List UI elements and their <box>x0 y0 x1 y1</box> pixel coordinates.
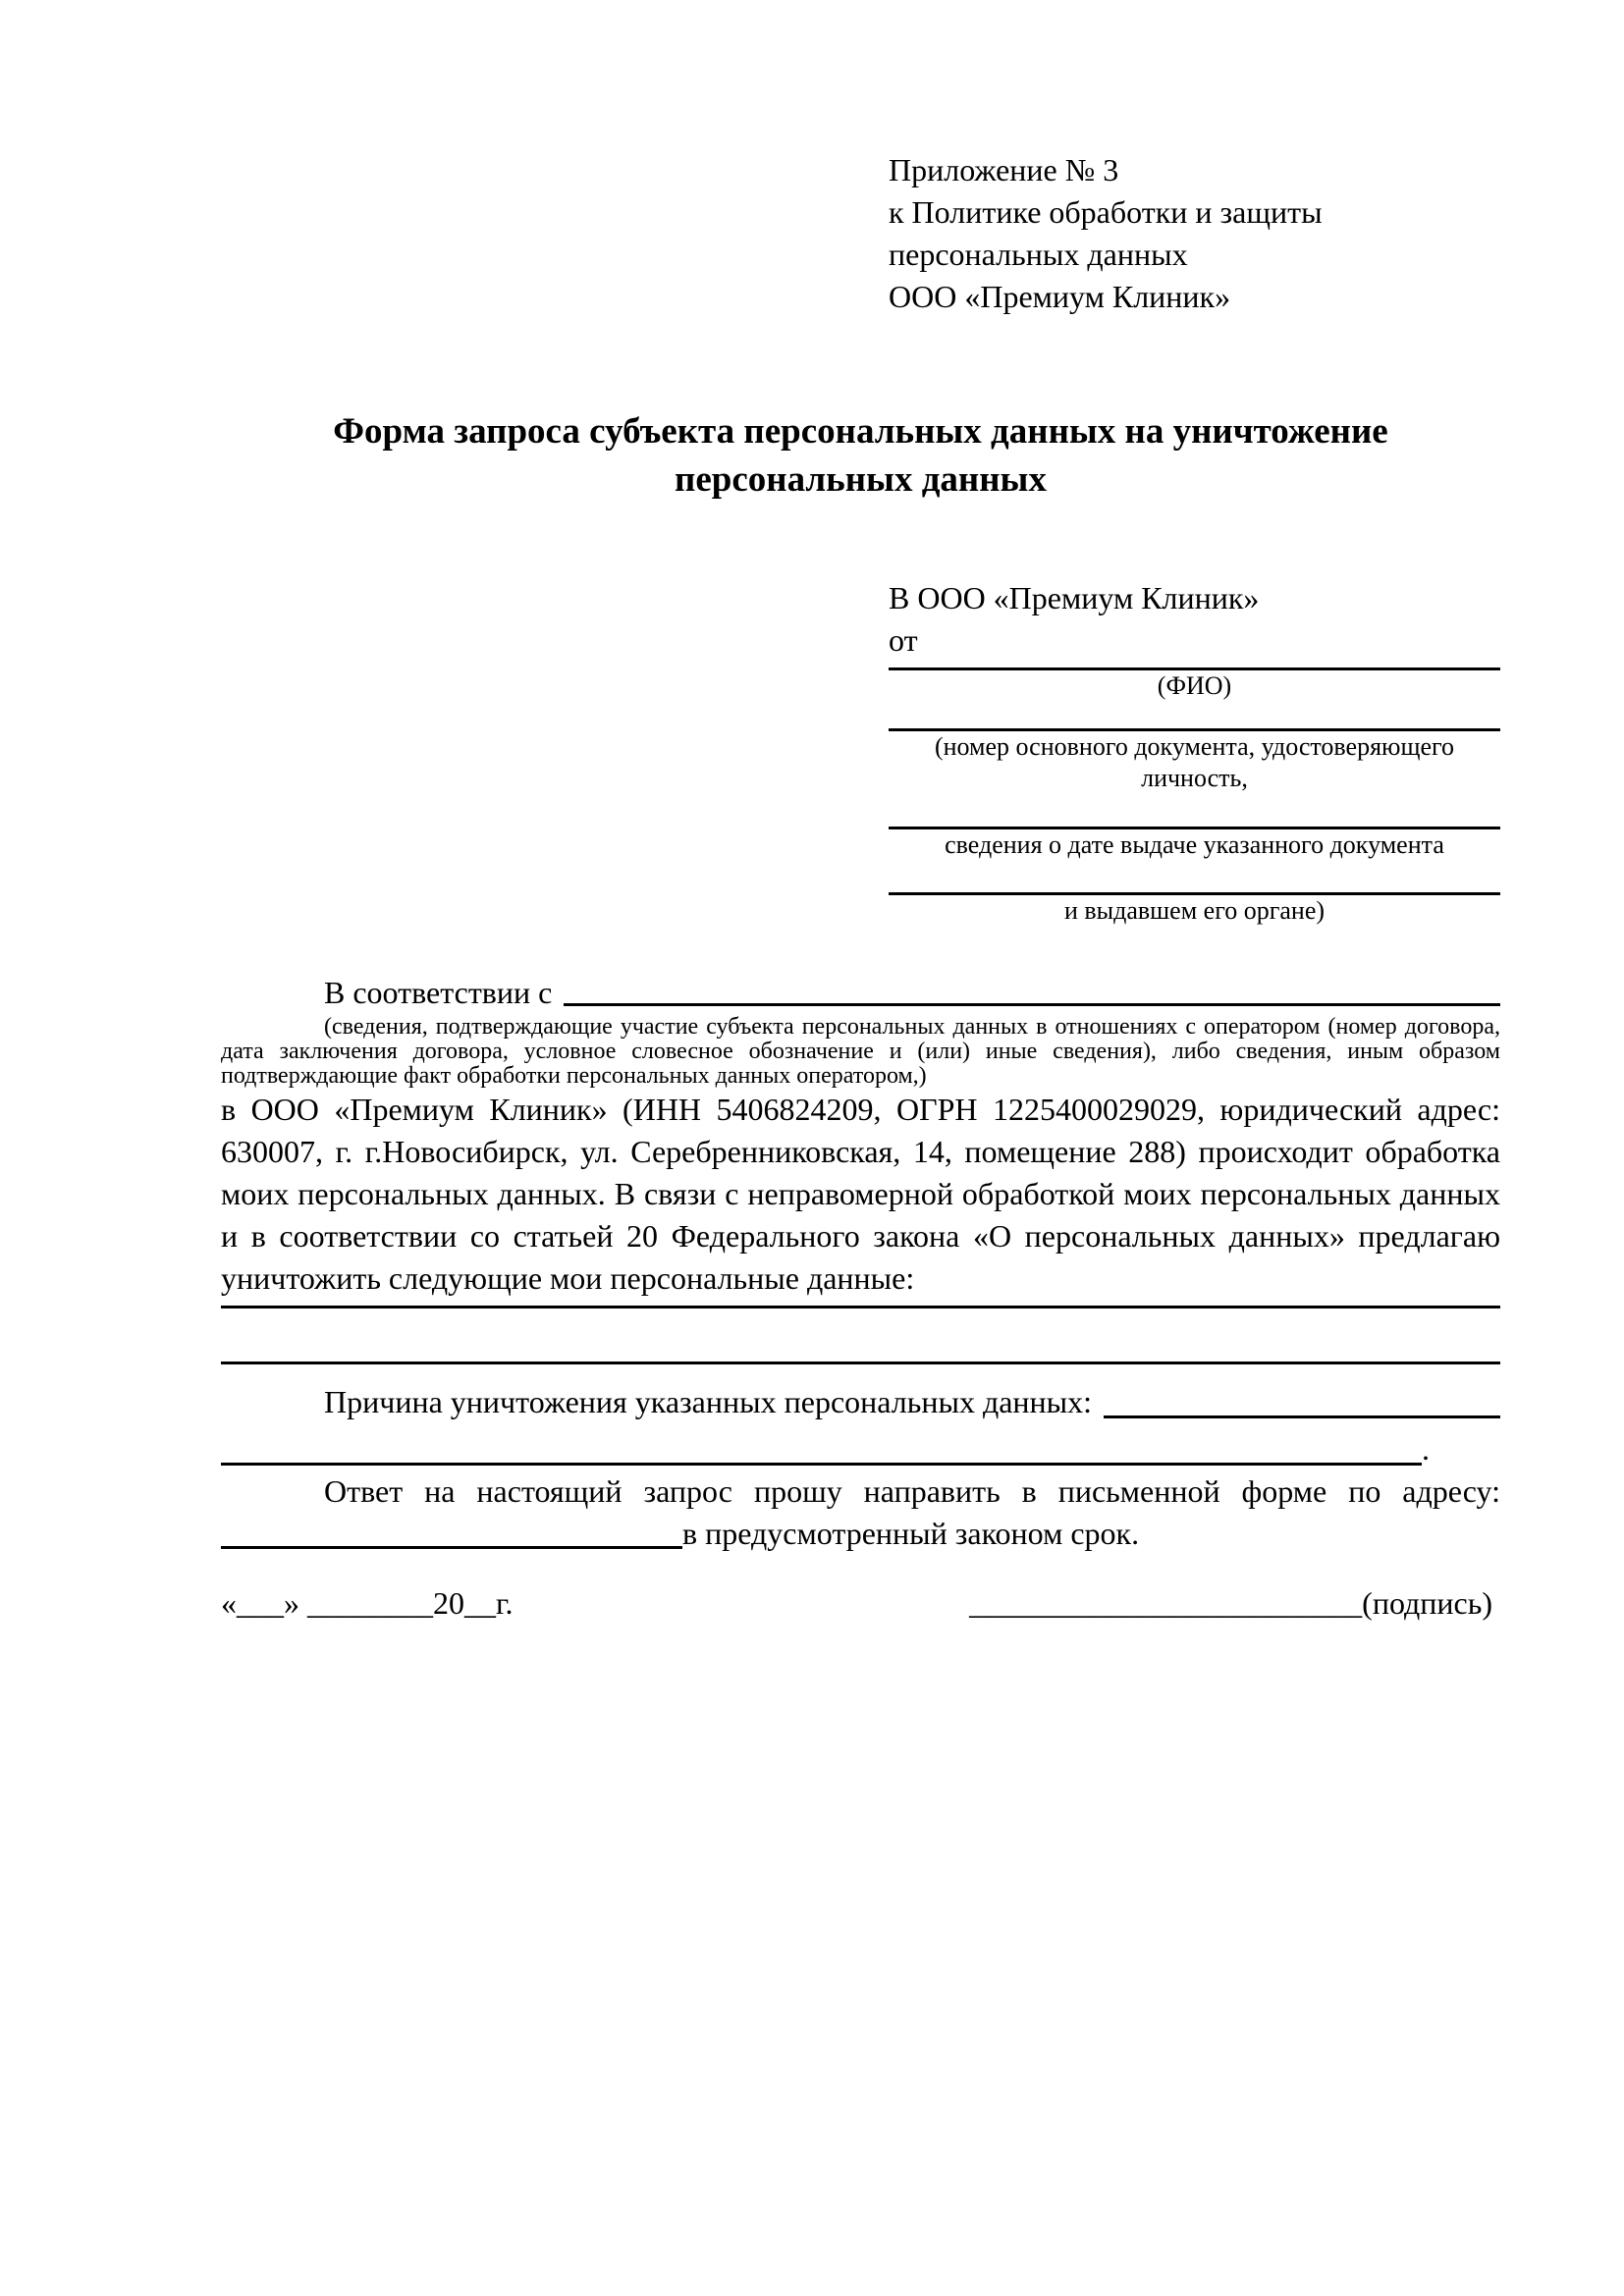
accordance-lead: В соответствии с <box>324 975 553 1010</box>
personal-data-blank-line-2[interactable] <box>221 1308 1500 1364</box>
date-field[interactable]: «___» ________20__г. <box>221 1585 514 1621</box>
appendix-line: к Политике обработки и защиты <box>889 194 1323 230</box>
reason-blank-line[interactable] <box>1104 1381 1500 1418</box>
issuing-authority-caption: и выдавшем его органе) <box>1063 896 1326 925</box>
addressee-block <box>889 577 1500 927</box>
reason-row <box>221 1364 1500 1423</box>
issuing-authority-blank-line[interactable] <box>889 861 1500 895</box>
response-tail: в предусмотренный законом срок. <box>682 1516 1140 1551</box>
accordance-note: (сведения, подтверждающие участие субъекта персональных данных в отношениях с оператором (номер договора, дата заключения договора, условное словесное обозначение и (или) иные сведения), либо сведения, иным образом подтверждающие факт обработки персональных данных оператором,) <box>221 1014 1500 1089</box>
document-title: Форма запроса субъекта персональных данных на уничтожение персональных данных <box>333 411 1388 500</box>
reason-blank-line-2[interactable] <box>221 1428 1422 1466</box>
reason-continuation-row <box>221 1423 1500 1470</box>
period-mark: . <box>1422 1431 1430 1467</box>
body-paragraph: в ООО «Премиум Клиник» (ИНН 5406824209, ОГРН 1225400029029, юридический адрес: 630007, г. г.Новосибирск, ул. Серебренниковская, 14, помещение 288) происходит обработка моих персональных данных. В связи с неправомерной обработкой моих персональных данных и в соответствии со статьей 20 Федерального закона «О персональных данных» предлагаю уничтожить следующие мои персональные данные: <box>221 1092 1500 1296</box>
response-paragraph: Ответ на настоящий запрос прошу направить в письменной форме по адресу: <box>324 1473 1500 1509</box>
addressee-from-label: от <box>889 622 918 658</box>
identity-document-number-blank-line[interactable] <box>889 702 1500 731</box>
fio-blank-line[interactable] <box>889 662 1500 670</box>
fio-caption: (ФИО) <box>1157 671 1232 700</box>
appendix-line: Приложение № 3 <box>889 152 1119 187</box>
address-blank-line[interactable] <box>221 1513 682 1549</box>
addressee-to: В ООО «Премиум Клиник» <box>889 580 1260 615</box>
appendix-line: ООО «Премиум Клиник» <box>889 279 1231 314</box>
reason-label: Причина уничтожения указанных персональных данных: <box>324 1384 1093 1419</box>
response-address-row <box>221 1513 1500 1555</box>
footer-row <box>221 1582 1500 1625</box>
issue-date-caption: сведения о дате выдаче указанного документа <box>945 830 1444 859</box>
identity-document-caption: (номер основного документа, удостоверяющего личность, <box>934 732 1455 792</box>
appendix-block <box>889 149 1500 318</box>
issue-date-blank-line[interactable] <box>889 794 1500 829</box>
accordance-row <box>221 974 1500 1011</box>
accordance-blank-line[interactable] <box>564 974 1500 1006</box>
appendix-line: персональных данных <box>889 237 1188 272</box>
personal-data-blank-line-1[interactable] <box>221 1300 1500 1308</box>
signature-field[interactable]: _________________________(подпись) <box>969 1585 1492 1621</box>
